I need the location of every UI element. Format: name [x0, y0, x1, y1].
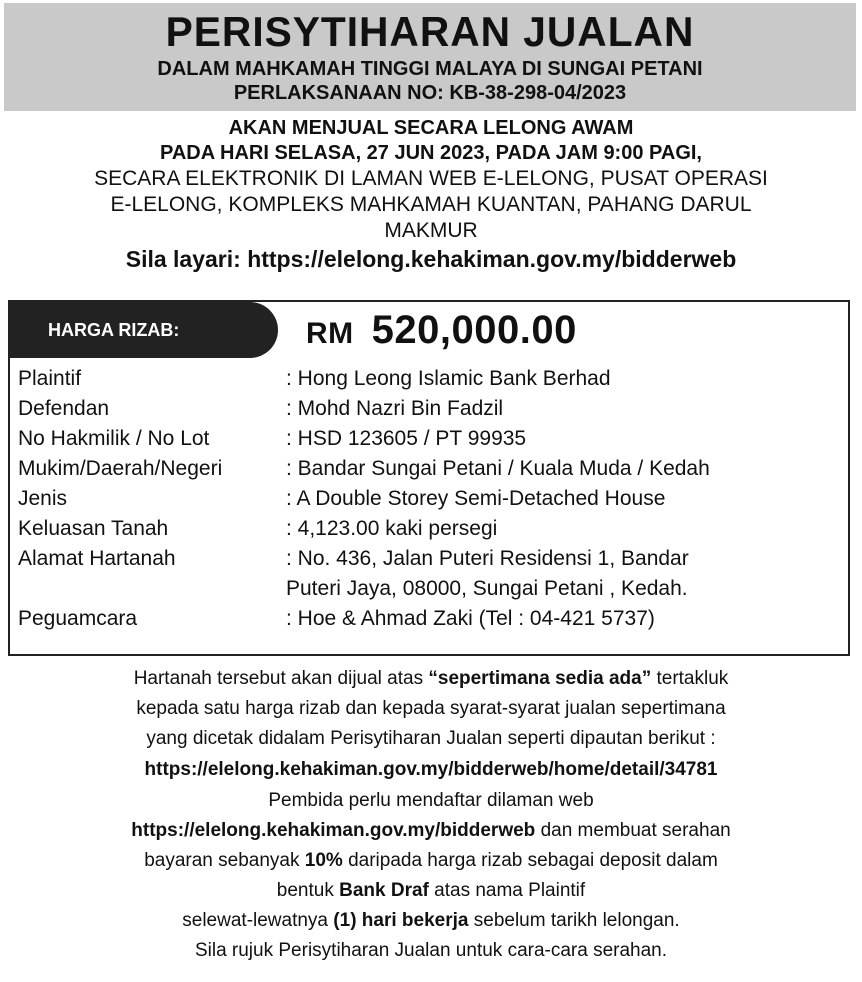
- sale-conditions: [0, 664, 862, 966]
- notice-header: [4, 3, 856, 111]
- detail-value: : HSD 123605 / PT 99935: [286, 427, 527, 450]
- condition-line-8: [0, 876, 862, 906]
- detail-value: : A Double Storey Semi-Detached House: [286, 487, 666, 510]
- detail-label: No Hakmilik / No Lot: [18, 427, 210, 450]
- detail-row-keluasan: [18, 514, 844, 544]
- condition-line-1: [0, 664, 862, 694]
- detail-row-jenis: [18, 484, 844, 514]
- detail-label: Peguamcara: [18, 607, 138, 630]
- text: dan membuat serahan: [535, 820, 731, 841]
- detail-label: Jenis: [18, 487, 68, 510]
- detail-label: Defendan: [18, 397, 110, 420]
- detail-value: : Hong Leong Islamic Bank Berhad: [286, 367, 611, 390]
- detail-row-mukim: [18, 454, 844, 484]
- text: atas nama Plaintif: [428, 880, 586, 901]
- text: Hartanah tersebut akan dijual atas: [133, 668, 429, 689]
- emphasis: 10%: [304, 850, 343, 871]
- detail-row-alamat: [18, 544, 844, 604]
- detail-label: Plaintif: [18, 367, 82, 390]
- text: bayaran sebanyak: [144, 850, 305, 871]
- auction-line-5: MAKMUR: [384, 219, 478, 242]
- reserve-price-label: HARGA RIZAB:: [10, 302, 278, 358]
- reserve-price-value: [306, 304, 577, 360]
- detail-value: : Mohd Nazri Bin Fadzil: [286, 397, 504, 420]
- currency: RM: [306, 317, 354, 350]
- auction-date: PADA HARI SELASA, 27 JUN 2023, PADA JAM 9:00 PAGI,: [160, 142, 702, 164]
- emphasis: “sepertimana sedia ada”: [428, 668, 652, 689]
- condition-line-2: kepada satu harga rizab dan kepada syarat-syarat jualan sepertimana: [136, 698, 726, 719]
- condition-line-10: Sila rujuk Perisytiharan Jualan untuk cara-cara serahan.: [194, 940, 668, 961]
- detail-row-plaintif: [18, 364, 844, 394]
- detail-row-peguamcara: [18, 604, 844, 634]
- condition-line-5: Pembida perlu mendaftar dilaman web: [268, 790, 594, 811]
- emphasis: (1) hari bekerja: [333, 910, 469, 931]
- reserve-amount: 520,000.00: [371, 308, 577, 352]
- detail-value: : 4,123.00 kaki persegi: [286, 517, 498, 540]
- condition-line-9: [0, 906, 862, 936]
- detail-label: Keluasan Tanah: [18, 517, 169, 540]
- detail-label: Alamat Hartanah: [18, 547, 176, 570]
- auction-info: [0, 116, 862, 274]
- condition-line-3: yang dicetak didalam Perisytiharan Jualan seperti dipautan berikut :: [146, 728, 716, 749]
- visit-website-link[interactable]: Sila layari: https://elelong.kehakiman.gov.my/bidderweb: [125, 246, 737, 272]
- auction-line-4: E-LELONG, KOMPLEKS MAHKAMAH KUANTAN, PAHANG DARUL: [110, 193, 752, 216]
- detail-row-defendan: [18, 394, 844, 424]
- auction-line-3: SECARA ELEKTRONIK DI LAMAN WEB E-LELONG, PUSAT OPERASI: [94, 167, 768, 190]
- court-name: DALAM MAHKAMAH TINGGI MALAYA DI SUNGAI PETANI: [157, 58, 703, 80]
- notice-title: PERISYTIHARAN JUALAN: [165, 8, 695, 55]
- detail-value: : Hoe & Ahmad Zaki (Tel : 04-421 5737): [286, 607, 655, 630]
- emphasis: Bank Draf: [339, 880, 429, 901]
- case-number: PERLAKSANAAN NO: KB-38-298-04/2023: [233, 82, 627, 104]
- text: sebelum tarikh lelongan.: [468, 910, 680, 931]
- detail-label: Mukim/Daerah/Negeri: [18, 457, 223, 480]
- condition-line-6: [0, 816, 862, 846]
- auction-line-1: AKAN MENJUAL SECARA LELONG AWAM: [228, 117, 634, 139]
- text: bentuk: [276, 880, 340, 901]
- text: selewat-lewatnya: [182, 910, 334, 931]
- reserve-price-bar: [10, 302, 848, 360]
- property-details-panel: [8, 300, 850, 656]
- text: daripada harga rizab sebagai deposit dalam: [342, 850, 718, 871]
- text: tertakluk: [651, 668, 729, 689]
- details-table: [18, 364, 844, 634]
- detail-page-link[interactable]: https://elelong.kehakiman.gov.my/bidderweb/home/detail/34781: [144, 759, 718, 780]
- condition-line-7: [0, 846, 862, 876]
- detail-value: : Bandar Sungai Petani / Kuala Muda / Kedah: [286, 457, 710, 480]
- detail-value: : No. 436, Jalan Puteri Residensi 1, Bandar Puteri Jaya, 08000, Sungai Petani , Kedah.: [286, 547, 689, 600]
- detail-row-hakmilik: [18, 424, 844, 454]
- bidderweb-link[interactable]: https://elelong.kehakiman.gov.my/bidderweb: [131, 820, 536, 841]
